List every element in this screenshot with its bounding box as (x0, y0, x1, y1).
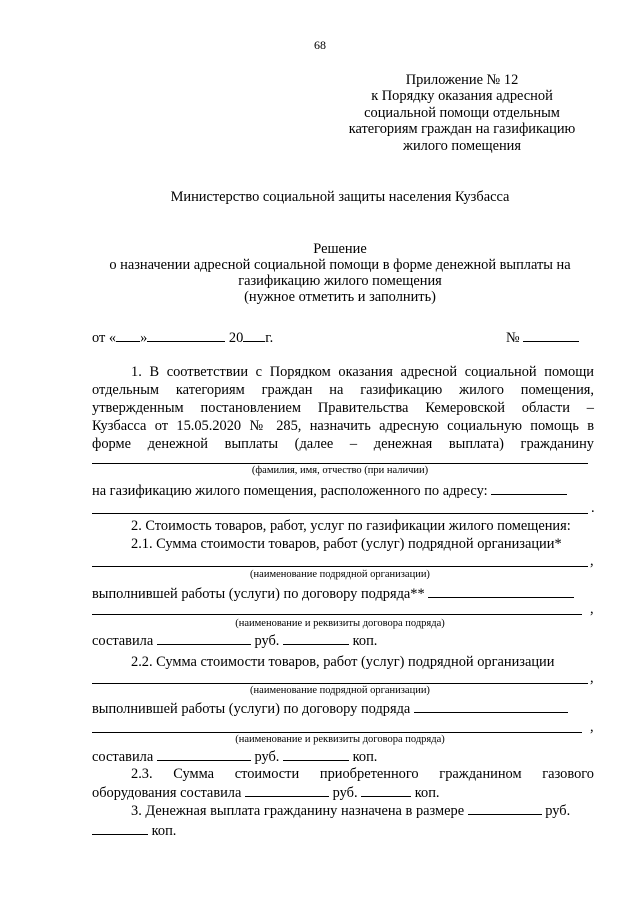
contract-line-2 (92, 700, 594, 717)
kop-blank[interactable] (283, 632, 349, 645)
comma: , (590, 553, 594, 569)
p1-line: форме денежной выплаты (далее – денежная выплата) гражданину (92, 436, 594, 452)
appendix-header (327, 72, 597, 154)
appendix-line: Приложение № 12 (405, 72, 519, 88)
kop-label: коп. (352, 633, 378, 649)
contract-label: выполнившей работы (услуги) по договору подряда** (92, 586, 425, 602)
date-number-line (92, 329, 594, 346)
org-caption-1: (наименование подрядной организации) (250, 569, 430, 580)
kop-blank[interactable] (283, 748, 349, 761)
contract-blank-2[interactable] (92, 614, 582, 615)
s22-heading: 2.2. Сумма стоимости товаров, работ (услуг) подрядной организации (131, 654, 555, 670)
rub-blank[interactable] (468, 802, 542, 815)
amount-label: составила (92, 633, 154, 649)
kop-blank[interactable] (361, 784, 411, 797)
p1-line: 1. В соответствии с Порядком оказания адресной социальной помощи (131, 364, 594, 380)
year-suffix: г. (265, 330, 274, 346)
rub-blank[interactable] (157, 748, 251, 761)
rub-label: руб. (332, 785, 358, 801)
address-label: на газификацию жилого помещения, расположенного по адресу: (92, 483, 488, 499)
kop-blank[interactable] (92, 822, 148, 835)
appendix-line: к Порядку оказания адресной (371, 88, 553, 105)
appendix-line: жилого помещения (403, 137, 521, 154)
date-from-label: от « (92, 330, 117, 346)
comma: , (590, 670, 594, 686)
month-blank[interactable] (147, 329, 225, 342)
rub-label: руб. (545, 803, 571, 819)
address-blank-2[interactable] (92, 513, 588, 514)
appendix-line: категориям граждан на газификацию (348, 121, 576, 138)
p3-kop-line (92, 822, 594, 839)
kop-label: коп. (151, 823, 177, 839)
period: . (591, 500, 595, 516)
p23-label: оборудования составила (92, 785, 242, 801)
amount-line-1 (92, 632, 594, 649)
quote-close: » (140, 330, 148, 346)
page-number: 68 (314, 38, 326, 52)
number-blank[interactable] (523, 329, 579, 342)
contract-caption-1: (наименование и реквизиты договора подряда) (235, 618, 445, 629)
comma: , (590, 719, 594, 735)
title-line: газификацию жилого помещения (238, 273, 442, 290)
p3-line (92, 802, 594, 819)
comma: , (590, 601, 594, 617)
contract-blank[interactable] (428, 585, 574, 598)
title-word: Решение (313, 241, 367, 257)
fio-blank[interactable] (92, 463, 588, 464)
title-note: (нужное отметить и заполнить) (244, 289, 436, 306)
kop-label: коп. (352, 749, 378, 765)
number-field (506, 329, 579, 346)
contract-blank-3[interactable] (92, 732, 582, 733)
address-blank[interactable] (491, 482, 567, 495)
amount-line-2 (92, 748, 594, 765)
document-title (88, 241, 592, 306)
rub-label: руб. (254, 749, 280, 765)
contract-label: выполнившей работы (услуги) по договору подряда (92, 701, 411, 717)
p23-line: 2.3. Сумма стоимости приобретенного гражданином газового (131, 766, 594, 782)
appendix-line: социальной помощи отдельным (364, 104, 560, 121)
year-prefix: 20 (228, 330, 244, 346)
rub-blank[interactable] (157, 632, 251, 645)
title-line: о назначении адресной социальной помощи в форме денежной выплаты на (109, 257, 571, 274)
contract-blank[interactable] (414, 700, 568, 713)
contract-caption-2: (наименование и реквизиты договора подряда) (235, 734, 445, 745)
p3-label: 3. Денежная выплата гражданину назначена в размере (131, 803, 465, 819)
org-blank-1[interactable] (92, 566, 588, 567)
p1-line: отдельным категориям граждан на газификацию жилого помещения, (92, 382, 594, 398)
rub-blank[interactable] (245, 784, 329, 797)
fio-caption: (фамилия, имя, отчество (при наличии) (251, 465, 429, 476)
s21-heading: 2.1. Сумма стоимости товаров, работ (услуг) подрядной организации* (131, 536, 562, 552)
year-blank[interactable] (243, 329, 265, 342)
p1-line: утвержденным постановлением Правительства Кемеровской области – (92, 400, 594, 416)
amount-label: составила (92, 749, 154, 765)
org-blank-2[interactable] (92, 683, 588, 684)
contract-line-1 (92, 585, 594, 602)
org-caption-2: (наименование подрядной организации) (250, 685, 430, 696)
p1-line: Кузбасса от 15.05.2020 № 285, назначить адресную социальную помощь в (92, 418, 594, 434)
ministry-name: Министерство социальной защиты населения Кузбасса (170, 189, 510, 205)
rub-label: руб. (254, 633, 280, 649)
number-sign: № (506, 330, 520, 346)
p2-heading: 2. Стоимость товаров, работ, услуг по газификации жилого помещения: (131, 518, 571, 534)
address-line (92, 482, 594, 499)
p23-amount-line (92, 784, 594, 801)
day-blank[interactable] (116, 329, 140, 342)
kop-label: коп. (414, 785, 440, 801)
